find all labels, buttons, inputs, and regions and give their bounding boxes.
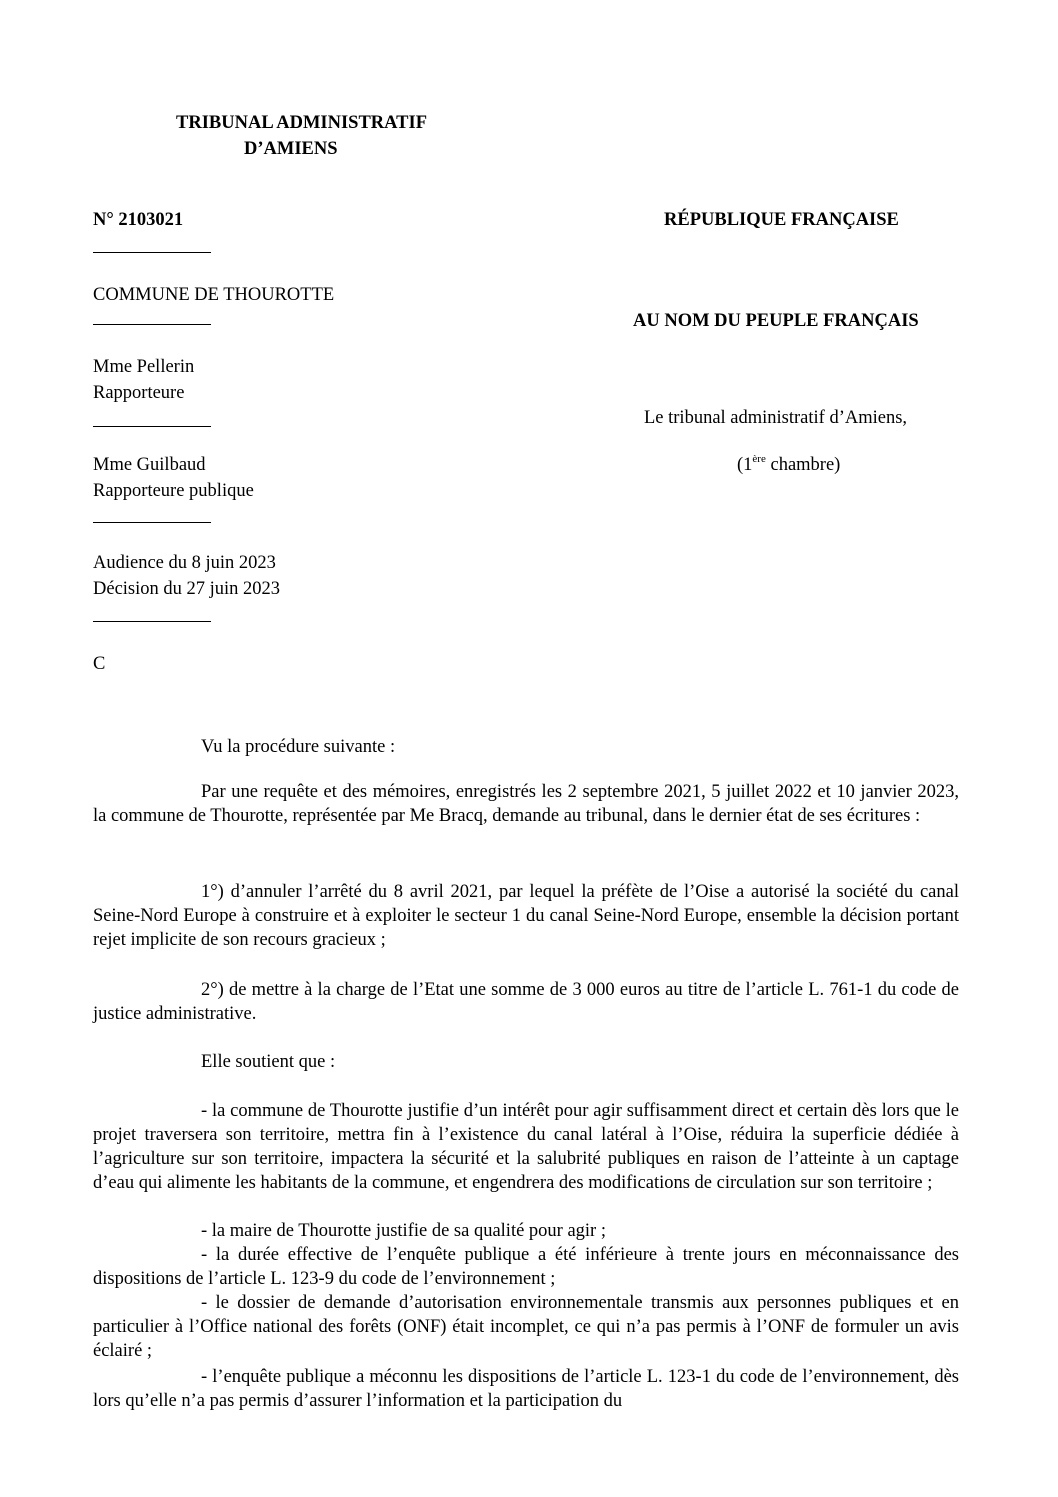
hearing-date: Audience du 8 juin 2023	[93, 553, 276, 573]
court-name-line1: TRIBUNAL ADMINISTRATIF	[176, 113, 427, 133]
decision-date: Décision du 27 juin 2023	[93, 579, 281, 599]
case-number: N° 2103021	[93, 210, 184, 230]
divider-rule	[93, 522, 211, 523]
tribunal-line: Le tribunal administratif d’Amiens,	[644, 408, 908, 428]
divider-rule	[93, 621, 211, 622]
divider-rule	[93, 252, 211, 253]
paragraph-request: Par une requête et des mémoires, enregistrés les 2 septembre 2021, 5 juillet 2022 et 10 janvier 2023, la commune de Thourotte, représentée par Me Bracq, demande au tribunal, dans le dernier état de ses écritures :	[93, 782, 959, 826]
chamber-label	[737, 452, 840, 478]
divider-rule	[93, 426, 211, 427]
rapporteur-name: Mme Pellerin	[93, 357, 195, 377]
paragraph-conclusion-2: 2°) de mettre à la charge de l’Etat une somme de 3 000 euros au titre de l’article L. 761-1 du code de justice administrative.	[93, 980, 959, 1024]
chamber-sup: ère	[752, 452, 766, 465]
list-item: - l’enquête publique a méconnu les dispositions de l’article L. 123-1 du code de l’environnement, dès lors qu’elle n’a pas permis d’assurer l’information et la participation du	[93, 1367, 959, 1411]
list-item: - la commune de Thourotte justifie d’un intérêt pour agir suffisamment direct et certain dès lors que le projet traversera son territoire, mettra fin à l’existence du canal latéral à l’Oise, réduira la superficie dédiée à l’agriculture sur son territoire, impactera la sécurité et la salubrité publiques en raison de l’atteinte à un captage d’eau qui alimente les habitants de la commune, et engendrera des modifications de circulation sur son territoire ;	[93, 1101, 959, 1193]
list-item: - la durée effective de l’enquête publique a été inférieure à trente jours en méconnaissance des dispositions de l’article L. 123-9 du code de l’environnement ;	[93, 1245, 959, 1289]
au-nom-heading: AU NOM DU PEUPLE FRANÇAIS	[633, 311, 919, 331]
republic-heading: RÉPUBLIQUE FRANÇAISE	[664, 210, 899, 230]
rapporteur-public-role: Rapporteure publique	[93, 481, 254, 501]
chamber-rest: chambre)	[765, 455, 841, 475]
paragraph-conclusion-1: 1°) d’annuler l’arrêté du 8 avril 2021, par lequel la préfète de l’Oise a autorisé la société du canal Seine-Nord Europe à construire et à exploiter le secteur 1 du canal Seine-Nord Europe, ensemble la décision portant rejet implicite de son recours gracieux ;	[93, 882, 959, 950]
list-item: - le dossier de demande d’autorisation environnementale transmis aux personnes publiques et en particulier à l’Office national des forêts (ONF) était incomplet, ce qui n’a pas permis à l’ONF de formuler un avis éclairé ;	[93, 1293, 959, 1361]
code-letter: C	[93, 654, 106, 674]
list-item: - la maire de Thourotte justifie de sa qualité pour agir ;	[201, 1221, 606, 1241]
divider-rule	[93, 324, 211, 325]
rapporteur-public-name: Mme Guilbaud	[93, 455, 206, 475]
rapporteur-role: Rapporteure	[93, 383, 185, 403]
court-name-line2: D’AMIENS	[244, 139, 338, 159]
chamber-open: (1	[737, 455, 753, 475]
party-name: COMMUNE DE THOUROTTE	[93, 285, 335, 305]
elle-soutient: Elle soutient que :	[201, 1052, 336, 1072]
vu-procedure: Vu la procédure suivante :	[201, 737, 396, 757]
